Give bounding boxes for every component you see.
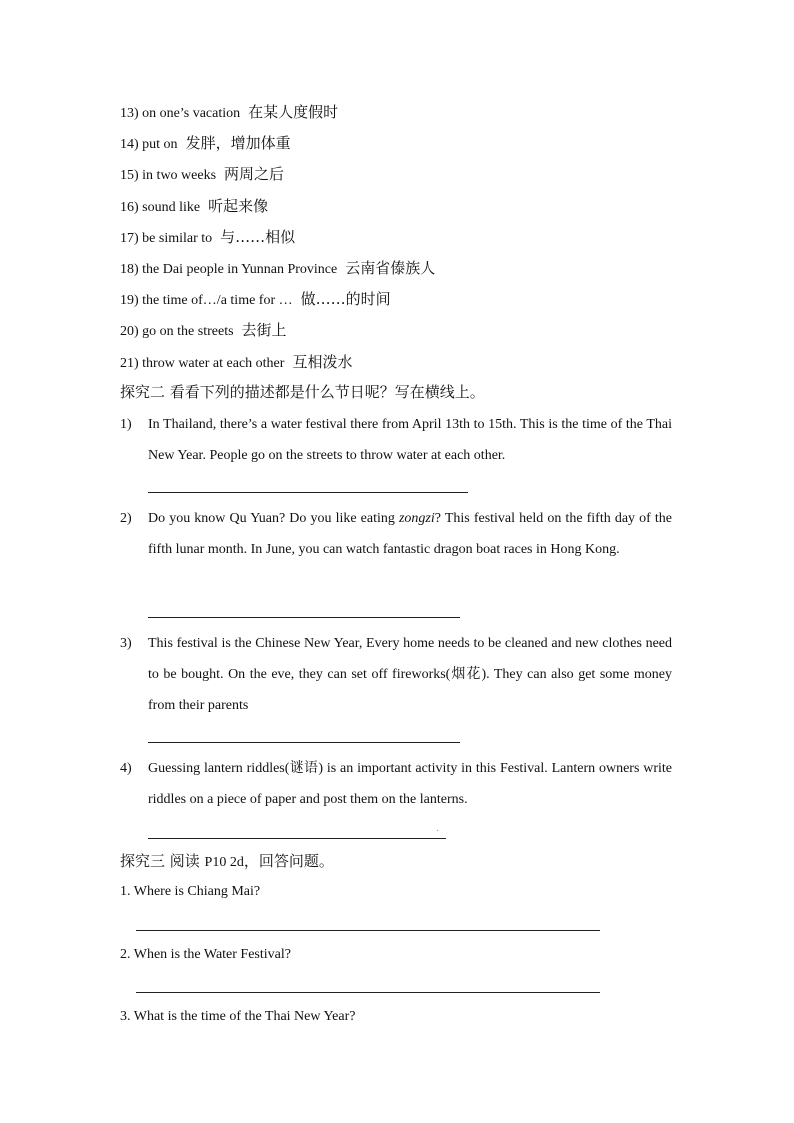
phrase-item: 20) go on the streets 去街上 (120, 321, 287, 340)
answer-line-1[interactable] (148, 492, 468, 493)
phrase-list (120, 99, 435, 380)
phrase-item: 19) the time of…/a time for … 做……的时间 (120, 290, 391, 309)
item-text: In Thailand, there’s a water festival there from April 13th to 15th. This is the time of the Thai New Year. People go on the streets to throw water at each other. (148, 417, 672, 463)
answer-line-4[interactable] (148, 838, 446, 839)
phrase-item: 21) throw water at each other 互相泼水 (120, 352, 353, 371)
exercise-item-4 (120, 753, 680, 815)
section-2-title: 探究二 看看下列的描述都是什么节日呢？写在横线上。 (120, 383, 485, 401)
exercise-item-3 (120, 628, 680, 721)
answer-line-q2[interactable] (136, 992, 600, 993)
item-text: This festival is the Chinese New Year, Every home needs to be cleaned and new clothes need to be bought. On the eve, they can set off fireworks(烟花). They can also get some money from their parents (148, 636, 672, 713)
phrase-item: 15) in two weeks 两周之后 (120, 165, 285, 184)
exercise-item-2 (120, 503, 680, 565)
phrase-item: 13) on one’s vacation 在某人度假时 (120, 103, 339, 121)
phrase-item: 14) put on 发胖，增加体重 (120, 134, 291, 153)
section-3-title: 探究三 阅读 P10 2d，回答问题。 (120, 852, 334, 870)
item-text: Guessing lantern riddles(谜语) is an important activity in this Festival. Lantern owners write riddles on a piece of paper and post them on the lanterns. (148, 760, 672, 807)
question-3: 3. What is the time of the Thai New Year? (120, 1009, 356, 1024)
item-number: 1) (120, 417, 132, 432)
phrase-item: 17) be similar to 与……相似 (120, 227, 296, 246)
question-2: 2. When is the Water Festival? (120, 947, 291, 962)
item-text: Do you know Qu Yuan? Do you like eating zongzi? This festival held on the fifth day of the fifth lunar month. In June, you can watch fantastic dragon boat races in Hong Kong. (148, 511, 672, 557)
answer-line-2[interactable] (148, 617, 460, 618)
item-number: 4) (120, 761, 132, 776)
item-number: 2) (120, 511, 132, 526)
stray-dot: · (436, 826, 440, 837)
exercise-item-1 (120, 409, 680, 471)
answer-line-3[interactable] (148, 742, 460, 743)
question-1: 1. Where is Chiang Mai? (120, 884, 261, 899)
zongzi-italic: zongzi (398, 511, 435, 526)
phrase-item: 16) sound like 听起来像 (120, 196, 269, 215)
phrase-item: 18) the Dai people in Yunnan Province 云南省傣族人 (120, 258, 436, 277)
item-number: 3) (120, 636, 132, 651)
answer-line-q1[interactable] (136, 930, 600, 931)
